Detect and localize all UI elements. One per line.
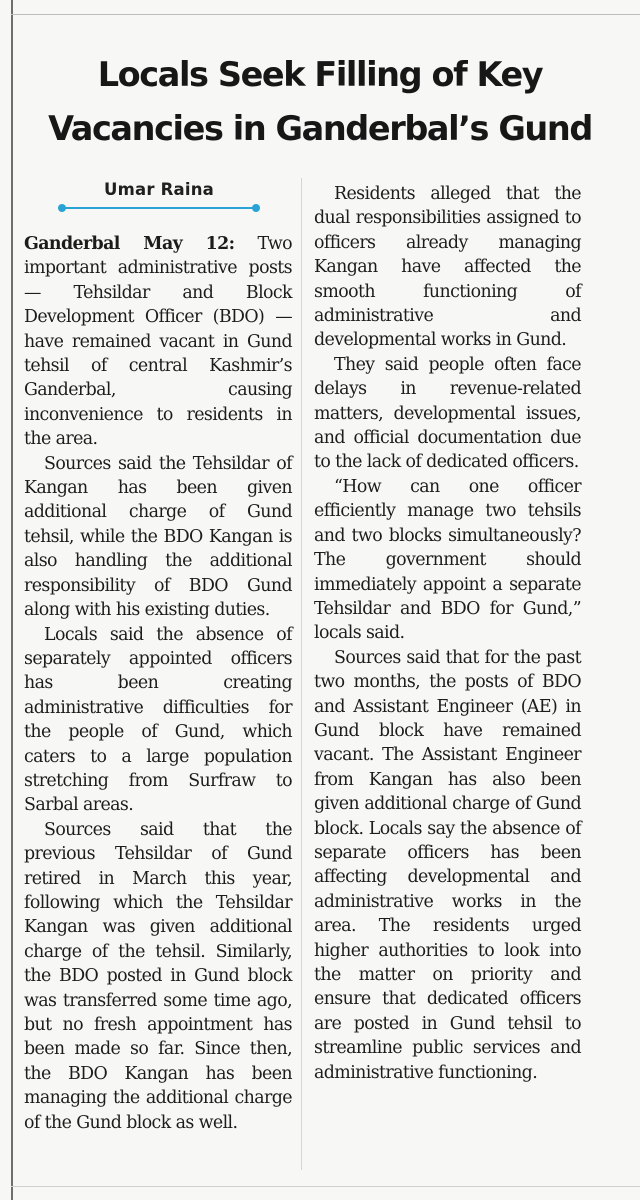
page-top-rule (11, 14, 640, 15)
article-paragraph-6: They said people often face delays in revenue-related matters, developmental issues, and official documentation due to the lack of dedicated officers. (314, 354, 581, 473)
page-bottom-rule (11, 1186, 640, 1187)
byline-dot-left (58, 204, 66, 212)
column-divider (301, 178, 302, 1170)
article-paragraph-7: “How can one officer efficiently manage two tehsils and two blocks simultaneously? The government should immediately appoint a separate Tehsildar and BDO for Gund,” locals said. (314, 476, 581, 644)
byline-underline (62, 207, 256, 209)
article-paragraph-1 (24, 232, 292, 452)
byline-dot-right (252, 204, 260, 212)
headline-line-1: Locals Seek Filling of Key (97, 55, 543, 94)
article-paragraph-2: Sources said the Tehsildar of Kangan has been given additional charge of Gund tehsil, while the BDO Kangan is also handling the additional responsibility of BDO Gund along with his existing duties. (24, 453, 292, 621)
page-left-rule (11, 0, 13, 1200)
article-paragraph-3: Locals said the absence of separately appointed officers has been creating administrative difficulties for the people of Gund, which caters to a large population stretching from Surfraw to Sarbal areas. (24, 624, 292, 816)
article-paragraph-4: Sources said that the previous Tehsildar of Gund retired in March this year, following which the Tehsildar Kangan was given additional charge of the tehsil. Similarly, the BDO posted in Gund block was transferred some time ago, but no fresh appointment has been made so far. Since then, the BDO Kangan has been managing the additional charge of the Gund block as well. (24, 819, 292, 1133)
byline (56, 180, 262, 214)
byline-author: Umar Raina (104, 180, 214, 199)
headline-line-2: Vacancies in Ganderbal’s Gund (48, 109, 592, 148)
headline (14, 48, 626, 156)
article-column-left (24, 232, 292, 1135)
article-paragraph-8: Sources said that for the past two months, the posts of BDO and Assistant Engineer (AE) in Gund block have remained vacant. The Assistant Engineer from Kangan has also been given additional charge of Gund block. Locals say the absence of separate officers has been affecting developmental and administrative works in the area. The residents urged higher authorities to look into the matter on priority and ensure that dedicated officers are posted in Gund tehsil to streamline public services and administrative functioning. (314, 647, 581, 1083)
article-dateline: Ganderbal May 12: (24, 234, 235, 254)
article-paragraph-5: Residents alleged that the dual responsibilities assigned to officers already managing Kangan have affected the smooth functioning of administrative and developmental works in Gund. (314, 184, 581, 351)
article-paragraph-1-text: Two important administrative posts — Tehsildar and Block Development Officer (BDO) — have remained vacant in Gund tehsil of central Kashmir’s Ganderbal, causing inconvenience to residents in the area. (24, 234, 292, 450)
article-column-right (314, 182, 581, 1085)
